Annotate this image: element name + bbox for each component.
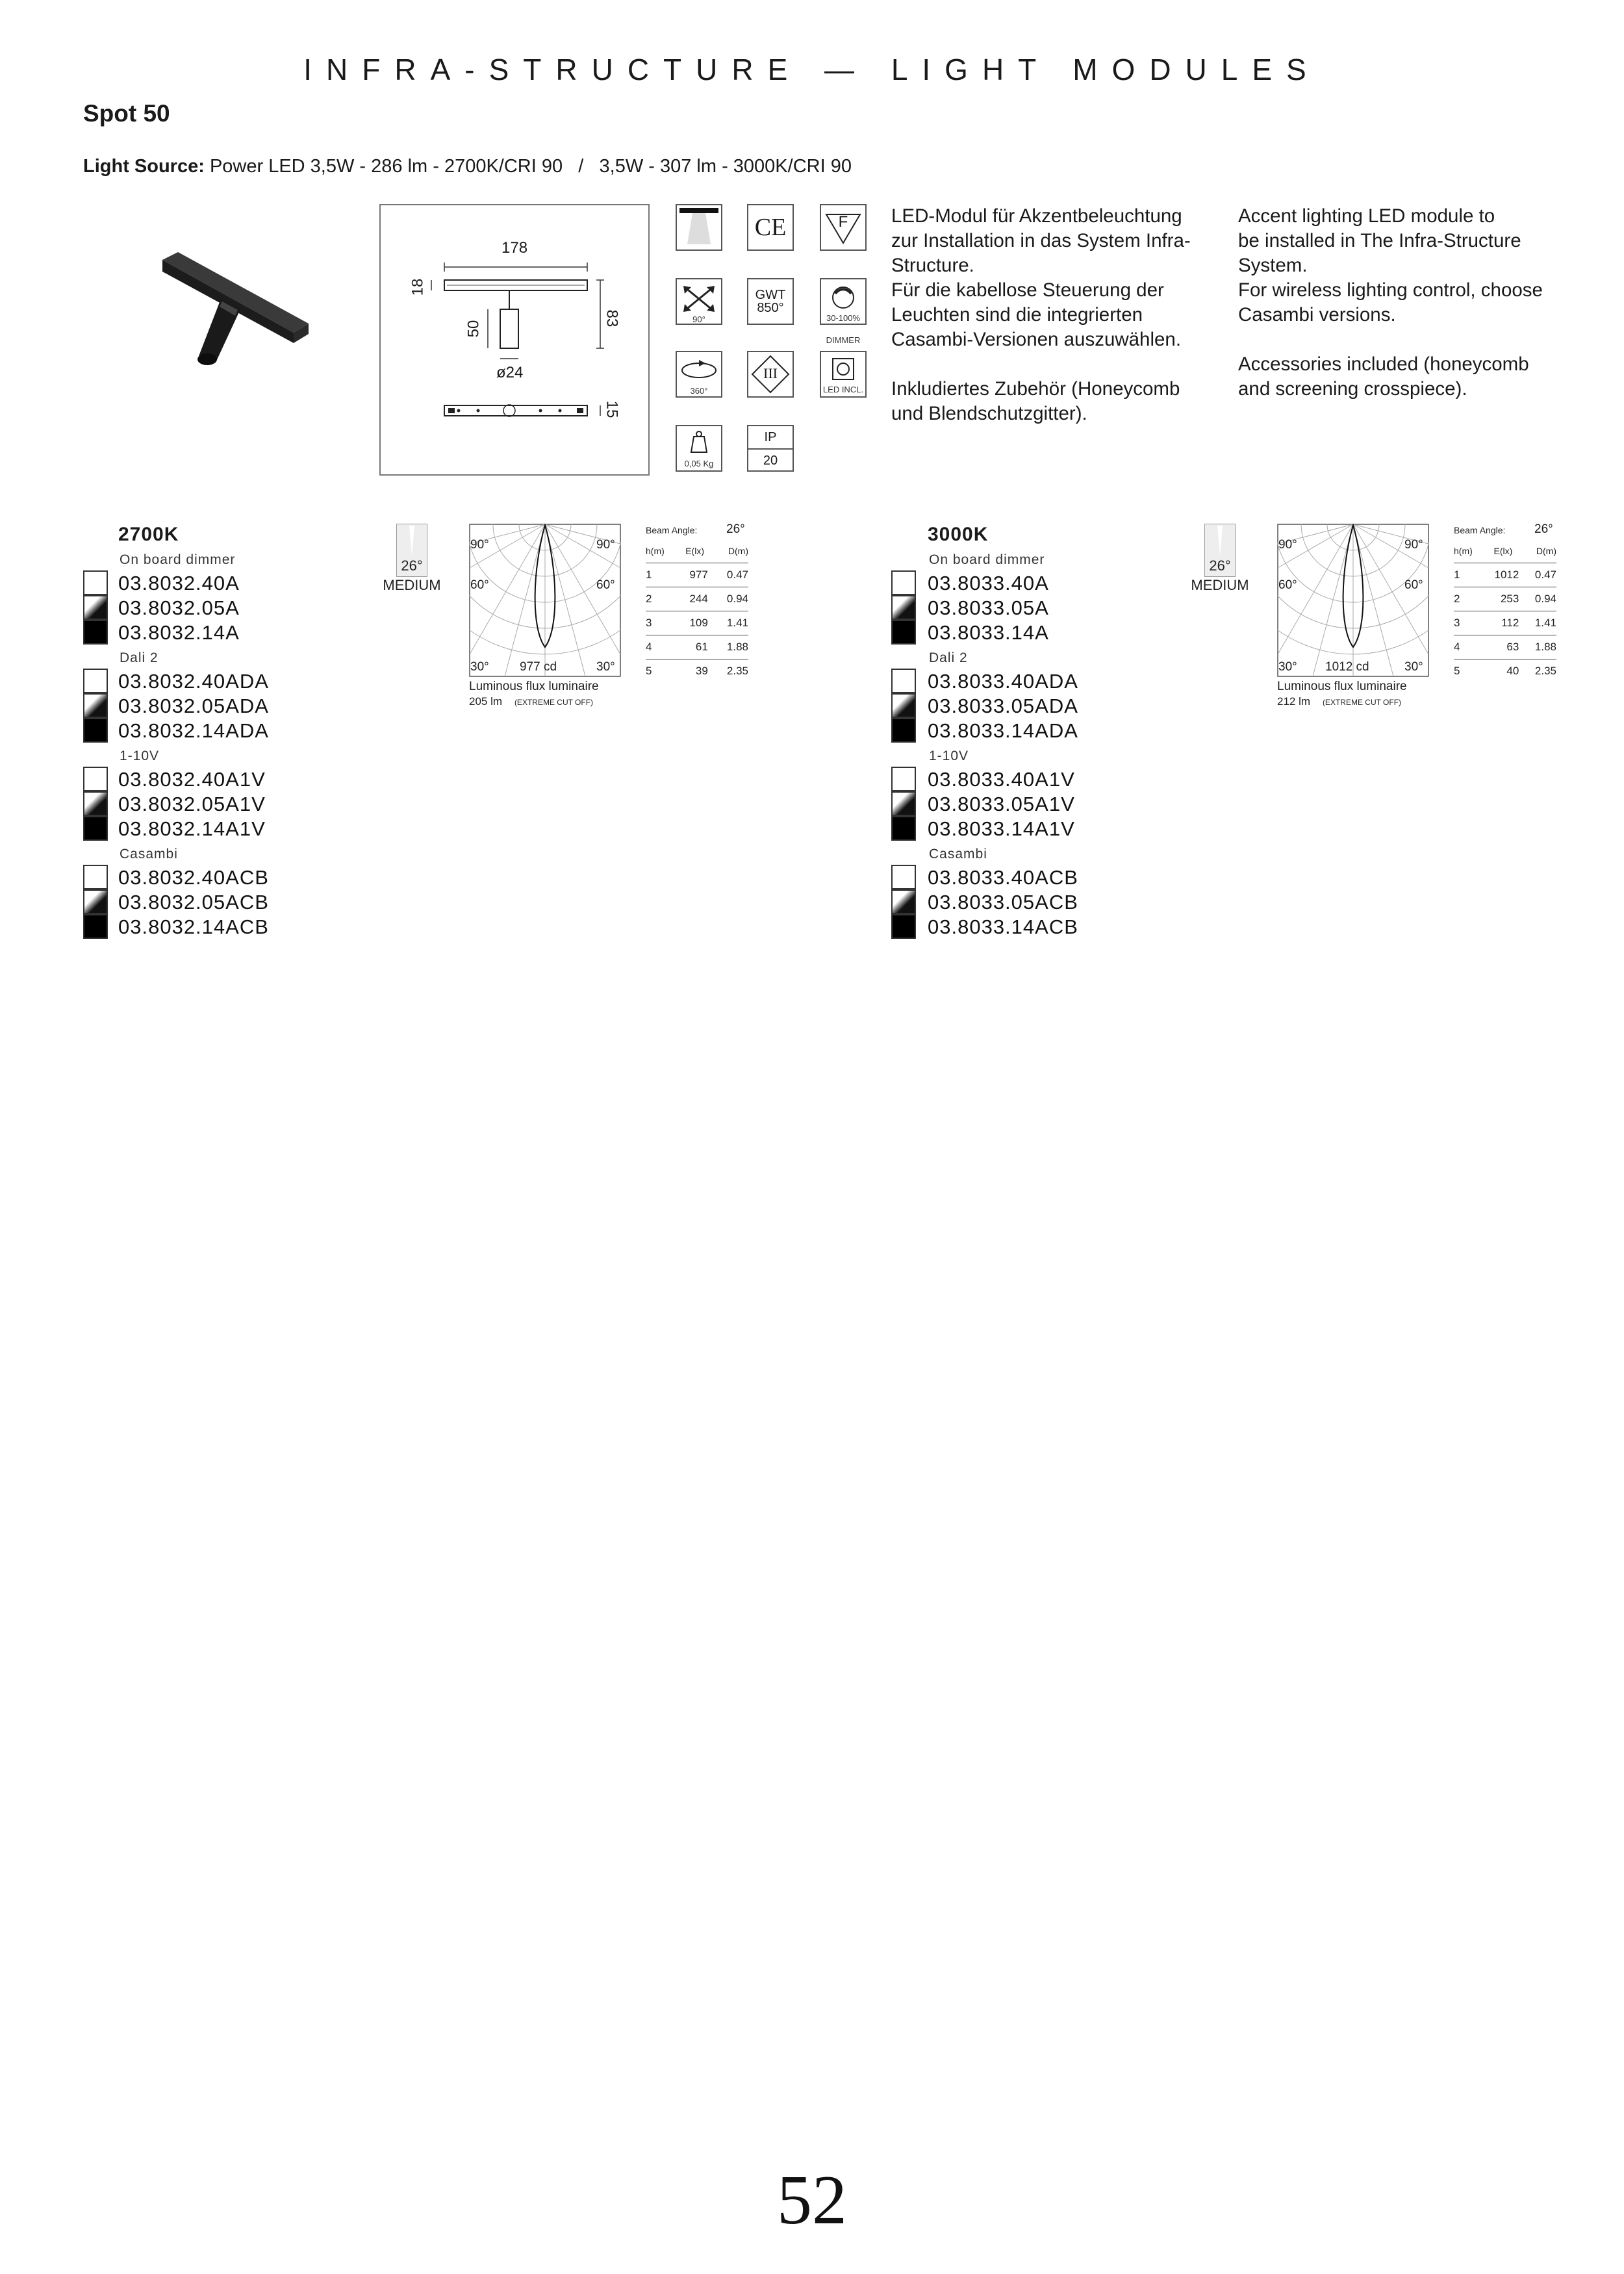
group-label: Casambi bbox=[929, 847, 987, 862]
polar-label: 60° bbox=[1404, 578, 1423, 592]
polar-label: 60° bbox=[1278, 578, 1297, 592]
beam-angle-value: 26° bbox=[1209, 557, 1231, 574]
description-en: Accent lighting LED module to be installed in The Infra-Structure System. For wireless lighting control, choose Casambi versions. Accessories included (honeycomb and screening crosspiece). bbox=[1238, 205, 1543, 400]
polar-label: 30° bbox=[1278, 660, 1297, 674]
product-code: 03.8032.14ACB bbox=[118, 915, 269, 938]
product-code: 03.8032.05A1V bbox=[118, 793, 266, 815]
product-title: Spot 50 bbox=[83, 100, 170, 127]
light-source-label: Light Source: bbox=[83, 156, 205, 177]
spotlight-beam-icon bbox=[676, 204, 722, 251]
product-code: 03.8033.14A1V bbox=[928, 817, 1075, 840]
group-label: On board dimmer bbox=[120, 552, 236, 567]
color-swatch-white bbox=[83, 865, 108, 889]
table-row: 5 40 2.35 bbox=[1454, 665, 1556, 677]
product-code: 03.8032.40ACB bbox=[118, 866, 269, 889]
product-code: 03.8033.14A bbox=[928, 621, 1049, 644]
table-row: 2 244 0.94 bbox=[646, 587, 748, 611]
dim-length: 178 bbox=[501, 239, 528, 257]
product-code: 03.8033.05ACB bbox=[928, 891, 1078, 913]
product-code: 03.8033.05A bbox=[928, 596, 1049, 619]
color-swatch-black bbox=[891, 914, 916, 939]
table-row: 5 39 2.35 bbox=[646, 665, 748, 677]
polar-label: 30° bbox=[1404, 660, 1423, 674]
product-code: 03.8033.40ACB bbox=[928, 866, 1078, 889]
polar-label: 30° bbox=[596, 660, 615, 674]
table-row: 3 109 1.41 bbox=[646, 611, 748, 635]
polar-peak-intensity: 1012 cd bbox=[1325, 660, 1369, 674]
polar-label: 60° bbox=[596, 578, 615, 592]
dim-spot: 50 bbox=[464, 320, 483, 338]
color-swatch-white bbox=[83, 570, 108, 595]
group-label: On board dimmer bbox=[929, 552, 1045, 567]
product-code: 03.8032.40A1V bbox=[118, 768, 266, 791]
polar-label: 90° bbox=[596, 538, 615, 552]
dim-total: 83 bbox=[603, 309, 621, 327]
product-photo bbox=[149, 247, 318, 390]
product-code: 03.8032.40A bbox=[118, 572, 240, 594]
product-code: 03.8032.05A bbox=[118, 596, 240, 619]
beam-angle-table-value: 26° bbox=[1534, 522, 1553, 536]
table-row: 2 253 0.94 bbox=[1454, 587, 1556, 611]
flux-value: 205 lm (EXTREME CUT OFF) bbox=[469, 695, 594, 708]
class-iii-icon: III bbox=[747, 351, 794, 398]
polar-label: 30° bbox=[470, 660, 489, 674]
product-code: 03.8032.14A bbox=[118, 621, 240, 644]
polar-peak-intensity: 977 cd bbox=[520, 660, 557, 674]
polar-label: 90° bbox=[470, 538, 489, 552]
group-label: 1-10V bbox=[120, 748, 160, 763]
technical-drawing bbox=[379, 204, 650, 476]
ip-rating-icon: IP 20 bbox=[747, 425, 794, 472]
dimmer-icon: 30-100% bbox=[820, 278, 867, 325]
color-swatch-grey bbox=[83, 595, 108, 620]
color-swatch-white bbox=[83, 767, 108, 791]
page-number: 52 bbox=[777, 2162, 847, 2239]
product-code: 03.8032.05ADA bbox=[118, 695, 269, 717]
beam-angle-label: Beam Angle: bbox=[1454, 525, 1506, 535]
color-swatch-black bbox=[83, 816, 108, 841]
color-swatch-black bbox=[891, 816, 916, 841]
polar-label: 90° bbox=[1278, 538, 1297, 552]
product-code: 03.8033.40ADA bbox=[928, 670, 1078, 693]
color-swatch-black bbox=[83, 620, 108, 645]
illuminance-table: h(m) E(lx) D(m) 1 977 0.47 2 244 0.94 3 109 1.41 4 61 1.88 5 39 2.35 bbox=[646, 539, 748, 683]
dim-diameter: ø24 bbox=[496, 364, 524, 381]
group-label: Dali 2 bbox=[120, 650, 159, 665]
description-de: LED-Modul für Akzentbeleuchtung zur Installation in das System Infra- Structure. Für die kabellose Steuerung der Leuchten sind die integrierten Casambi-Versionen auszuwählen. Inkludiertes Zubehör (Honeycomb und Blendschutzgitter). bbox=[891, 205, 1191, 424]
color-swatch-grey bbox=[83, 889, 108, 914]
beam-angle-table-value: 26° bbox=[726, 522, 745, 536]
table-row: 1 1012 0.47 bbox=[1454, 563, 1556, 587]
dimmer-label: DIMMER bbox=[826, 335, 861, 345]
light-source bbox=[83, 156, 852, 177]
dim-track: 18 bbox=[409, 278, 427, 296]
color-swatch-black bbox=[83, 914, 108, 939]
polar-label: 60° bbox=[470, 578, 489, 592]
product-code: 03.8032.40ADA bbox=[118, 670, 269, 693]
section-header: INFRA-STRUCTURE — LIGHT MODULES bbox=[303, 53, 1321, 86]
color-swatch-grey bbox=[891, 693, 916, 718]
product-code: 03.8033.05A1V bbox=[928, 793, 1075, 815]
polar-label: 90° bbox=[1404, 538, 1423, 552]
flux-value: 212 lm (EXTREME CUT OFF) bbox=[1277, 695, 1402, 708]
group-label: Casambi bbox=[120, 847, 178, 862]
color-swatch-white bbox=[891, 669, 916, 693]
product-code: 03.8033.05ADA bbox=[928, 695, 1078, 717]
product-code: 03.8033.40A1V bbox=[928, 768, 1075, 791]
flux-label: Luminous flux luminaire bbox=[469, 680, 599, 693]
group-label: Dali 2 bbox=[929, 650, 968, 665]
flux-label: Luminous flux luminaire bbox=[1277, 680, 1407, 693]
beam-class: MEDIUM bbox=[383, 577, 441, 593]
color-swatch-grey bbox=[891, 889, 916, 914]
color-swatch-grey bbox=[83, 693, 108, 718]
color-swatch-grey bbox=[891, 595, 916, 620]
light-source-value: Power LED 3,5W - 286 lm - 2700K/CRI 90 / 3,5W - 307 lm - 3000K/CRI 90 bbox=[209, 156, 852, 177]
color-swatch-grey bbox=[83, 791, 108, 816]
beam-angle-value: 26° bbox=[401, 557, 423, 574]
glow-wire-icon: GWT 850° bbox=[747, 278, 794, 325]
variant-title: 2700K bbox=[118, 524, 179, 545]
product-code: 03.8032.14ADA bbox=[118, 719, 269, 742]
group-label: 1-10V bbox=[929, 748, 969, 763]
table-row: 4 61 1.88 bbox=[646, 635, 748, 659]
led-included-icon: LED INCL. bbox=[820, 351, 867, 398]
variant-title: 3000K bbox=[928, 524, 989, 545]
f-mark-icon: F bbox=[820, 204, 867, 251]
dim-bottom: 15 bbox=[603, 400, 621, 418]
weight-icon: 0,05 Kg bbox=[676, 425, 722, 472]
product-code: 03.8033.40A bbox=[928, 572, 1049, 594]
product-code: 03.8032.14A1V bbox=[118, 817, 266, 840]
color-swatch-grey bbox=[891, 791, 916, 816]
product-code: 03.8032.05ACB bbox=[118, 891, 269, 913]
table-row: 3 112 1.41 bbox=[1454, 611, 1556, 635]
color-swatch-white bbox=[891, 767, 916, 791]
color-swatch-black bbox=[891, 718, 916, 743]
product-code: 03.8033.14ACB bbox=[928, 915, 1078, 938]
table-row: 1 977 0.47 bbox=[646, 563, 748, 587]
beam-class: MEDIUM bbox=[1191, 577, 1249, 593]
color-swatch-black bbox=[83, 718, 108, 743]
adjustable-icon: 90° bbox=[676, 278, 722, 325]
color-swatch-white bbox=[83, 669, 108, 693]
color-swatch-white bbox=[891, 865, 916, 889]
table-row: 4 63 1.88 bbox=[1454, 635, 1556, 659]
beam-angle-label: Beam Angle: bbox=[646, 525, 698, 535]
ce-mark-icon: CE bbox=[747, 204, 794, 251]
color-swatch-white bbox=[891, 570, 916, 595]
rotation-icon: 360° bbox=[676, 351, 722, 398]
product-code: 03.8033.14ADA bbox=[928, 719, 1078, 742]
color-swatch-black bbox=[891, 620, 916, 645]
illuminance-table: h(m) E(lx) D(m) 1 1012 0.47 2 253 0.94 3 112 1.41 4 63 1.88 5 40 2.35 bbox=[1454, 539, 1556, 683]
